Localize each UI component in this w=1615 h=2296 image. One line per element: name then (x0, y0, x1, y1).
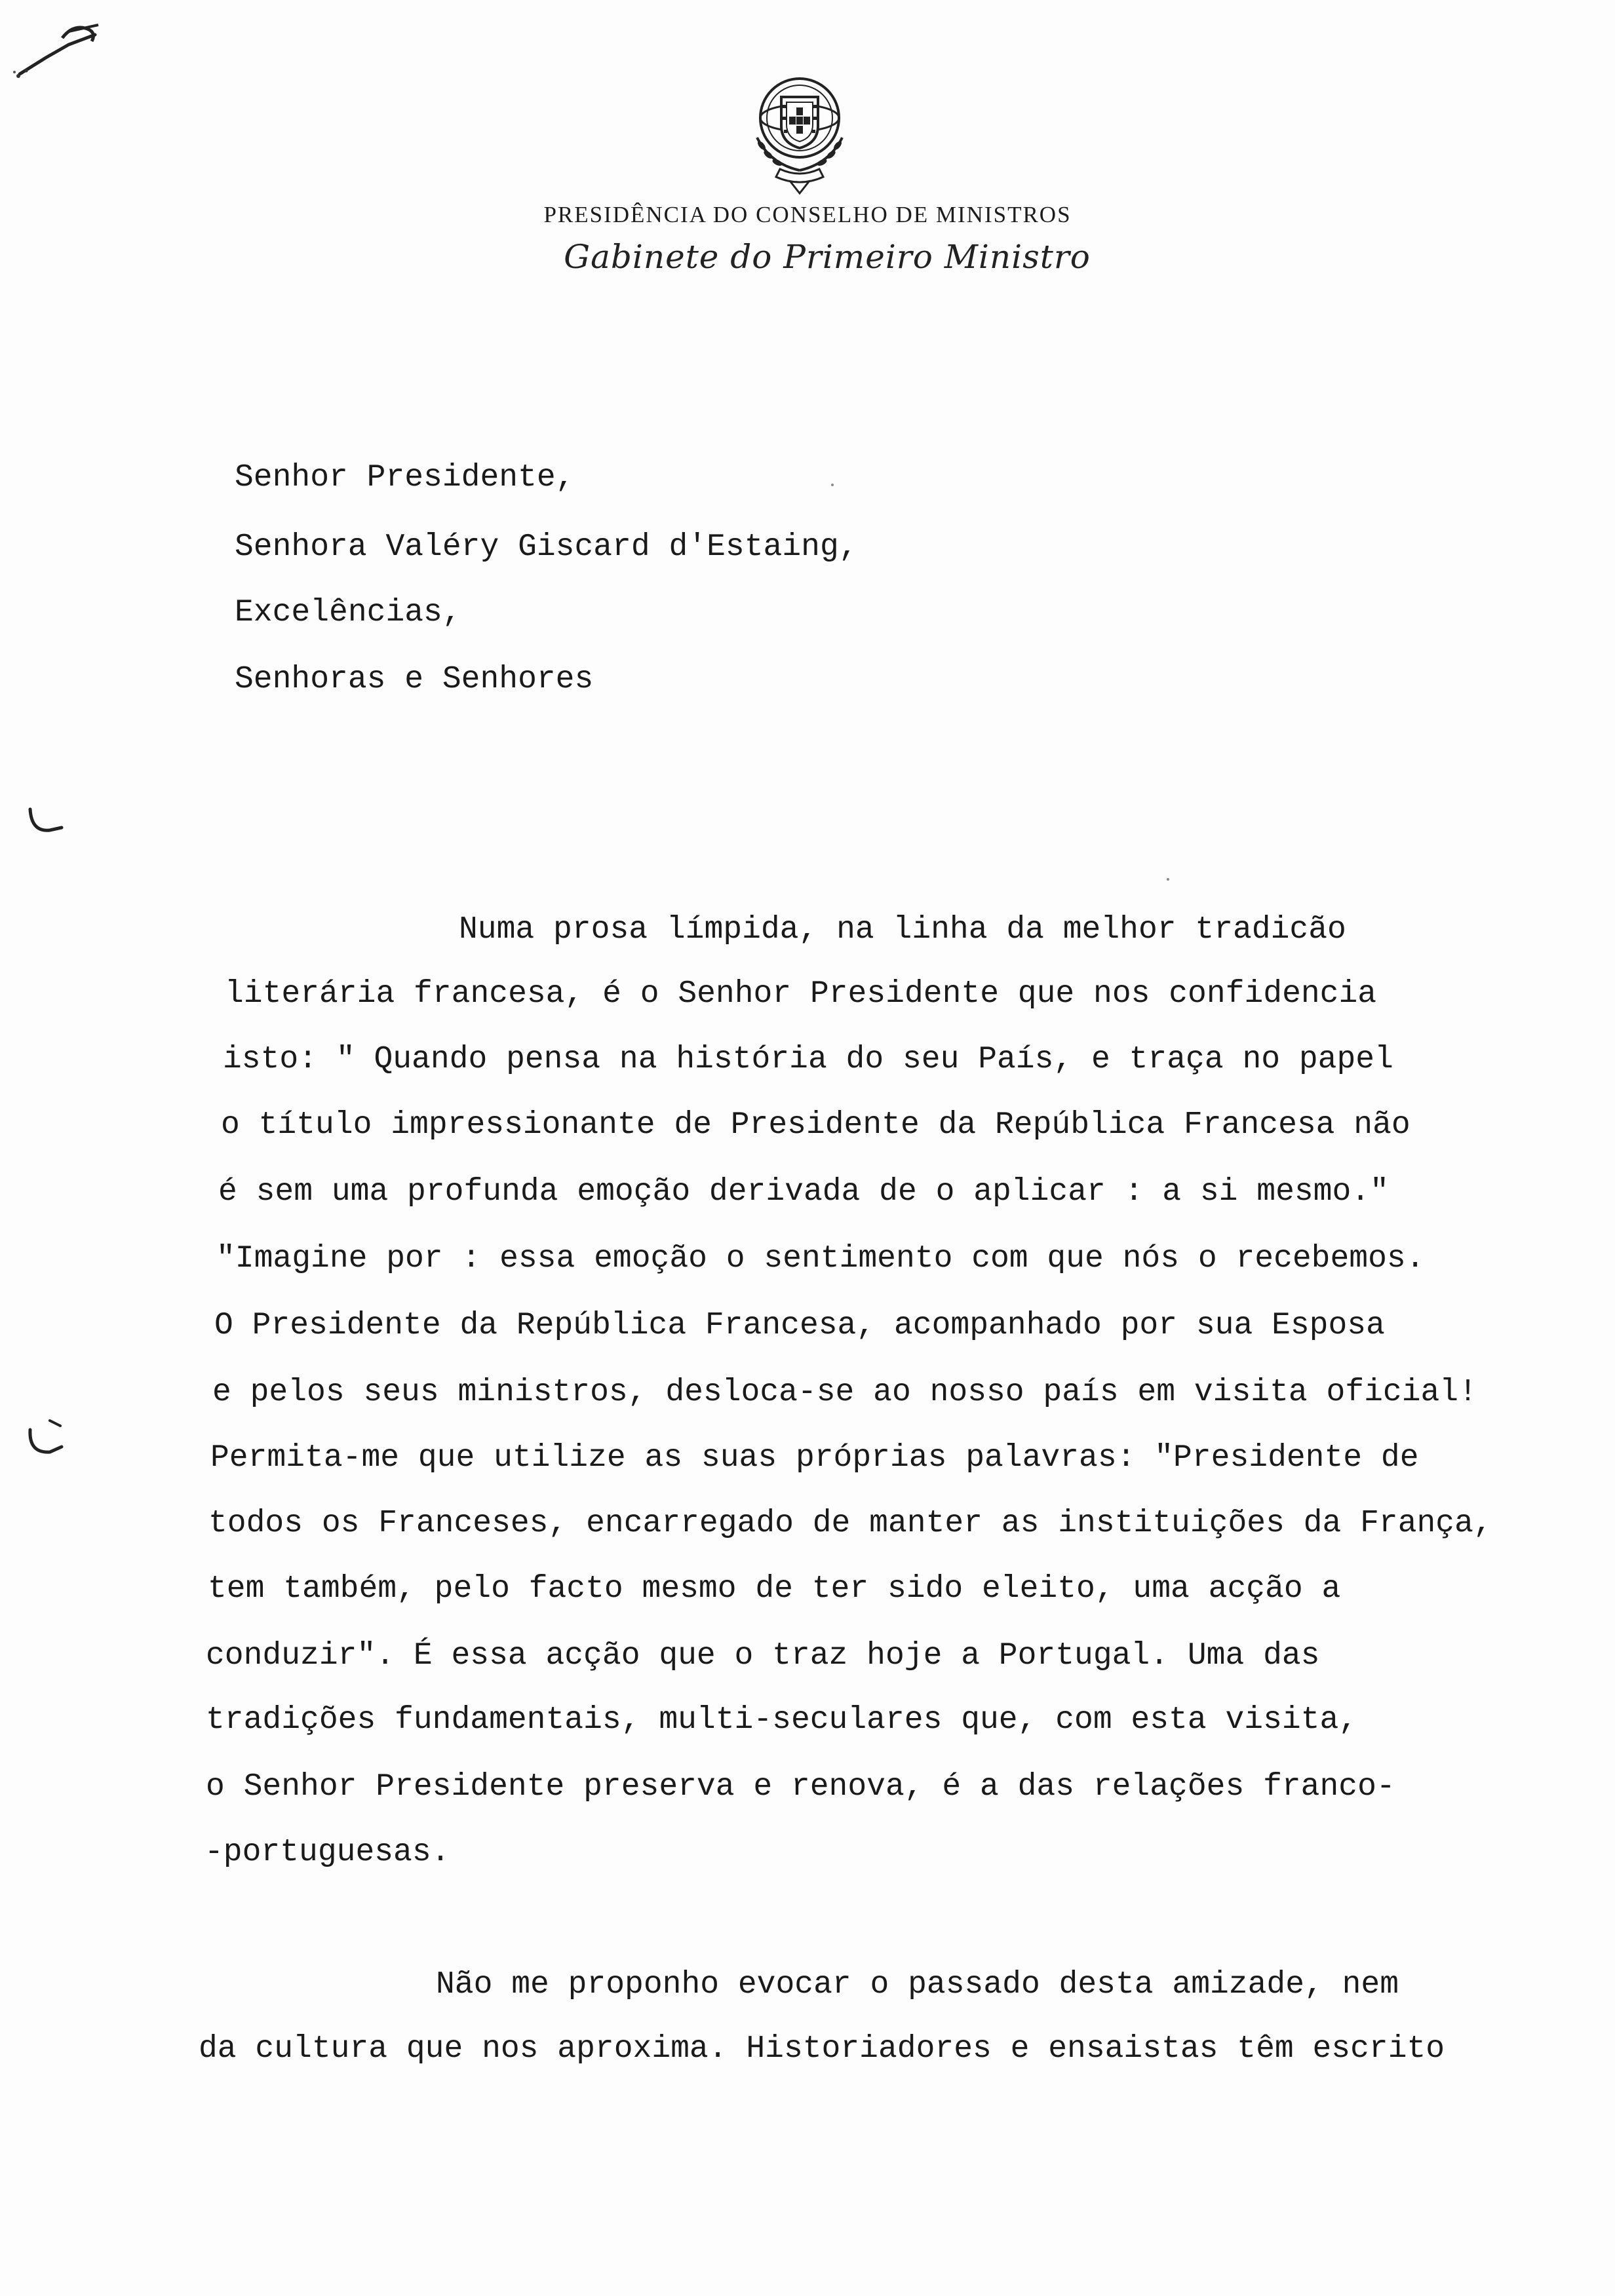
salutation-line: Senhoras e Senhores (235, 662, 594, 697)
text-line: Numa prosa límpida, na linha da melhor tradicão (459, 912, 1346, 947)
text-line: o título impressionante de Presidente da República Francesa não (221, 1107, 1411, 1143)
text-line: conduzir". É essa acção que o traz hoje a Portugal. Uma das (206, 1638, 1320, 1674)
text-line: tem também, pelo facto mesmo de ter sido eleito, uma acção a (208, 1571, 1341, 1607)
text-line: tradições fundamentais, multi-seculares que, com esta visita, (206, 1702, 1358, 1738)
handwritten-mark-icon (7, 12, 105, 84)
salutation-line: Senhora Valéry Giscard d'Estaing, (235, 529, 858, 565)
text-line: da cultura que nos aproxima. Historiadores e ensaistas têm escrito (199, 2031, 1445, 2067)
text-line: "Imagine por : essa emoção o sentimento com que nós o recebemos. (216, 1241, 1425, 1276)
office-name: Gabinete do Primeiro Ministro (564, 238, 1091, 276)
organization-name: PRESIDÊNCIA DO CONSELHO DE MINISTROS (543, 202, 1072, 227)
text-line: O Presidente da República Francesa, acompanhado por sua Esposa (214, 1308, 1385, 1343)
margin-bracket-icon (24, 1415, 69, 1461)
text-line: o Senhor Presidente preserva e renova, é a das relações franco- (206, 1769, 1395, 1805)
coat-of-arms-icon (734, 66, 865, 197)
text-line: Permita-me que utilize as suas próprias palavras: "Presidente de (210, 1440, 1419, 1476)
salutation-line: Senhor Presidente, (235, 460, 575, 495)
salutation-line: Excelências, (235, 595, 461, 630)
text-line: e pelos seus ministros, desloca-se ao nosso país em visita oficial! (212, 1375, 1477, 1410)
text-line: todos os Franceses, encarregado de manter as instituições da França, (208, 1506, 1492, 1541)
text-line: Não me proponho evocar o passado desta amizade, nem (436, 1967, 1399, 2002)
speck (831, 484, 834, 486)
text-line: isto: " Quando pensa na história do seu País, e traça no papel (223, 1042, 1393, 1077)
text-line: -portuguesas. (204, 1835, 450, 1870)
margin-bracket-icon (24, 803, 69, 849)
text-line: literária francesa, é o Senhor Presidente que nos confidencia (225, 976, 1377, 1012)
text-line: é sem uma profunda emoção derivada de o aplicar : a si mesmo." (218, 1174, 1389, 1210)
speck (1167, 878, 1169, 881)
